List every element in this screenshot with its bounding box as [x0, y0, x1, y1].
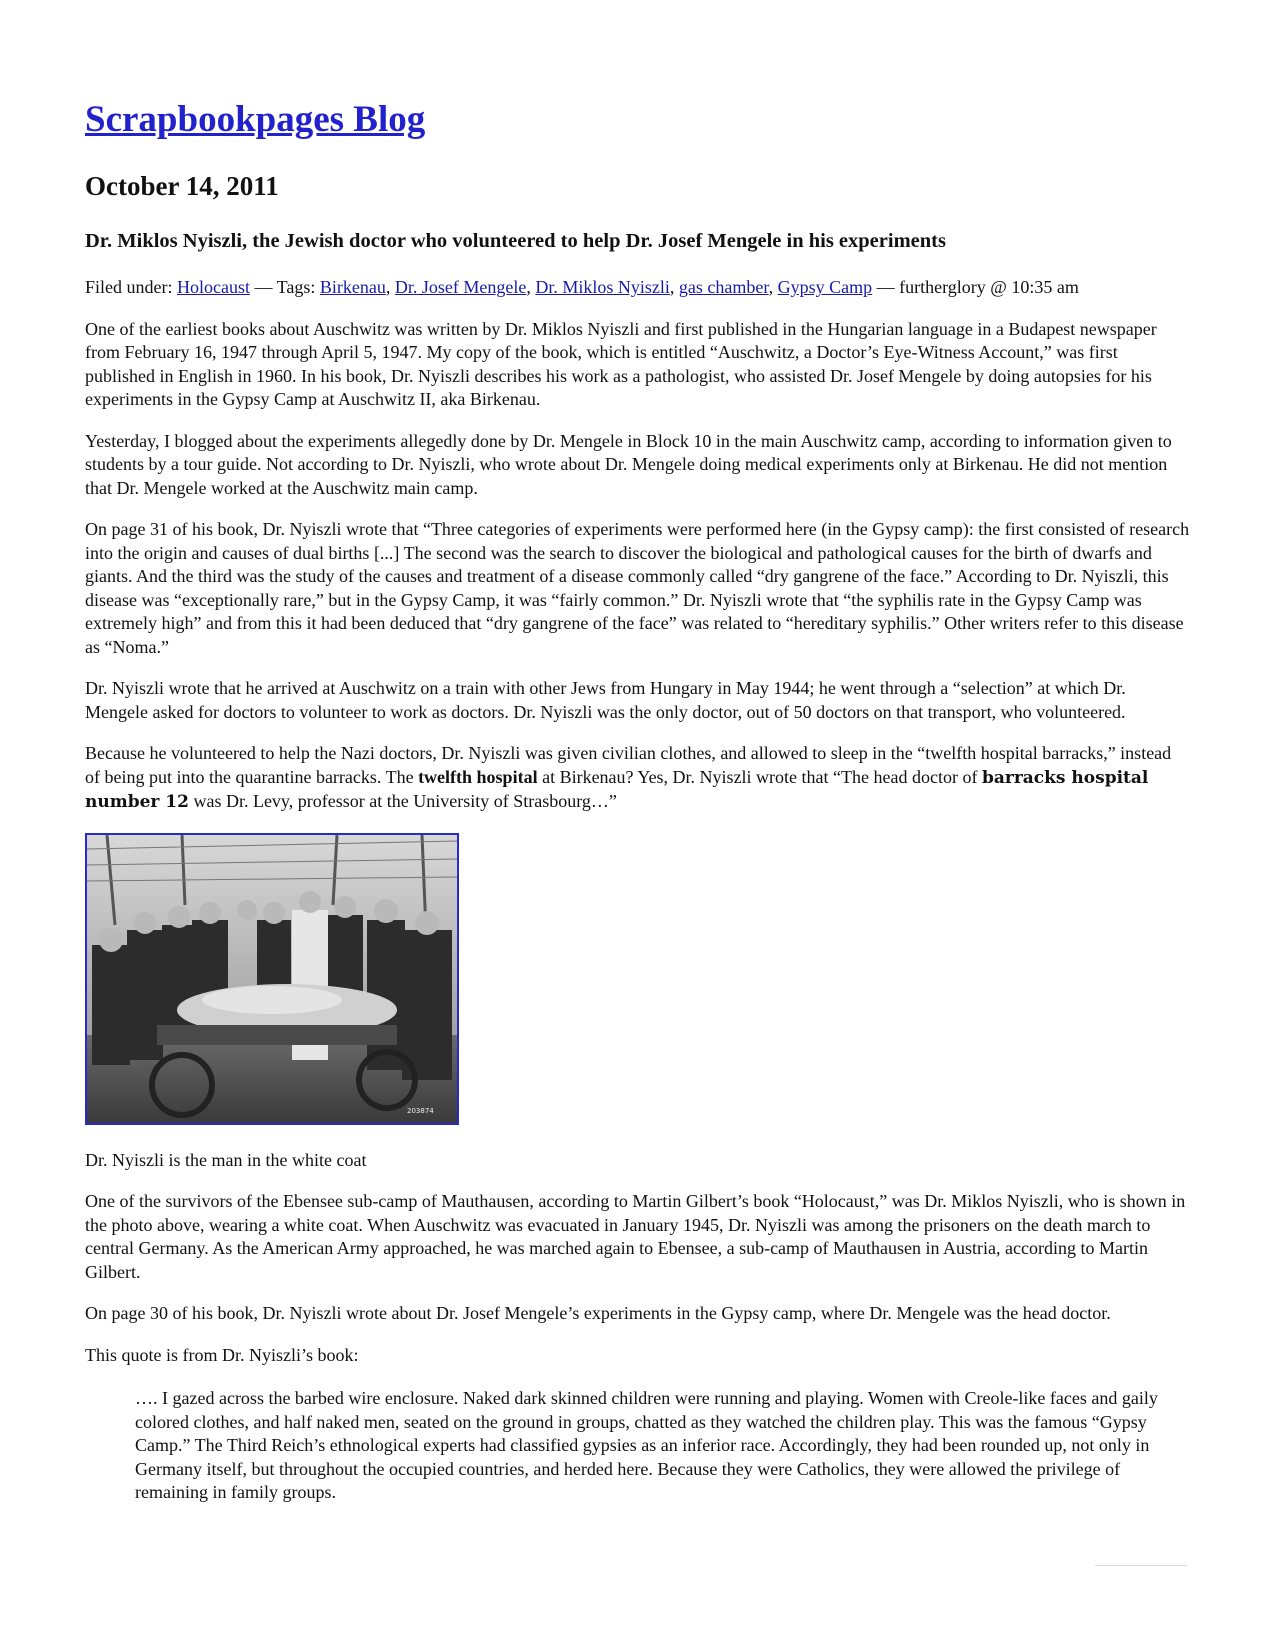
- paragraph-1: One of the earliest books about Auschwitz was written by Dr. Miklos Nyiszli and first published in the Hungarian language in a Budapest newspaper from February 16, 1947 through April 5, 1947. My copy of the book, which is entitled “Auschwitz, a Doctor’s Eye-Witness Account,” was first published in English in 1960. In his book, Dr. Nyiszli describes his work as a pathologist, who assisted Dr. Josef Mengele by doing autopsies for his experiments in the Gypsy Camp at Auschwitz II, aka Birkenau.: [85, 318, 1157, 410]
- paragraph-5-part-d: was Dr. Levy, professor at the University of Strasbourg…”: [188, 791, 617, 812]
- paragraph-3: On page 31 of his book, Dr. Nyiszli wrote that “Three categories of experiments were performed here (in the Gypsy camp): the first consisted of research into the origin and causes of dual births [...] The second was the search to discover the biological and pathological causes for the birth of dwarfs and giants. And the third was the study of the causes and treatment of a disease commonly called “dry gangrene of the face.” According to Dr. Nyiszli, this disease was “exceptionally rare,” but in the Gypsy Camp, it was “fairly common.” Dr. Nyiszli wrote that “the syphilis rate in the Gypsy Camp was extremely high” and from this it had been deduced that “dry gangrene of the face” was related to “hereditary syphilis.” Other writers refer to this disease as “Noma.”: [85, 519, 1190, 657]
- category-link-holocaust[interactable]: Holocaust: [177, 277, 250, 298]
- tag-link-josef-mengele[interactable]: Dr. Josef Mengele: [394, 277, 527, 298]
- author-time: — furtherglory @ 10:35 am: [872, 277, 1079, 298]
- tag-separator: ,: [385, 277, 395, 298]
- bold-barracks-hospital: barracks hospital number 12: [85, 767, 1149, 813]
- page-edge-divider: [1095, 1565, 1187, 1576]
- paragraph-8: This quote is from Dr. Nyiszli’s book:: [85, 1344, 359, 1365]
- paragraph-7: On page 30 of his book, Dr. Nyiszli wrote about Dr. Josef Mengele’s experiments in the Gypsy camp, where Dr. Mengele was the head doctor.: [85, 1303, 1111, 1324]
- book-quote: …. I gazed across the barbed wire enclosure. Naked dark skinned children were running and playing. Women with Creole-like faces and gaily colored clothes, and half naked men, seated on the ground in groups, chatted as they watched the children play. This was the famous “Gypsy Camp.” The Third Reich’s ethnological experts had classified gypsies as an inferior race. Accordingly, they had been rounded up, not only in Germany itself, but throughout the occupied countries, and herded here. Because they were Catholics, they were allowed the privilege of remaining in family groups.: [135, 1388, 1158, 1503]
- paragraph-5-part-c: at Birkenau? Yes, Dr. Nyiszli wrote that “The head doctor of: [537, 766, 982, 787]
- blog-title: [85, 98, 1190, 142]
- photo-stamp: 203874: [407, 1106, 434, 1115]
- tag-link-gypsy-camp[interactable]: Gypsy Camp: [777, 277, 873, 298]
- historical-photo-icon: [87, 835, 457, 1123]
- paragraph-5: [85, 742, 1190, 815]
- tag-link-birkenau[interactable]: Birkenau: [319, 277, 386, 298]
- post-meta: [85, 276, 1190, 299]
- tag-separator: ,: [768, 277, 778, 298]
- blog-page: [85, 98, 1190, 1505]
- tag-separator: ,: [669, 277, 679, 298]
- bold-twelfth-hospital: twelfth hospital: [418, 766, 538, 787]
- post-title: Dr. Miklos Nyiszli, the Jewish doctor who volunteered to help Dr. Josef Mengele in his experiments: [85, 229, 946, 252]
- paragraph-2: Yesterday, I blogged about the experiments allegedly done by Dr. Mengele in Block 10 in the main Auschwitz camp, according to information given to students by a tour guide. Not according to Dr. Nyiszli, who wrote about Dr. Mengele doing medical experiments only at Birkenau. He did not mention that Dr. Mengele worked at the Auschwitz main camp.: [85, 430, 1172, 498]
- paragraph-6: One of the survivors of the Ebensee sub-camp of Mauthausen, according to Martin Gilbert’s book “Holocaust,” was Dr. Miklos Nyiszli, who is shown in the photo above, wearing a white coat. When Auschwitz was evacuated in January 1945, Dr. Nyiszli was among the prisoners on the death march to central Germany. As the American Army approached, he was marched again to Ebensee, a sub-camp of Mauthausen in Austria, according to Martin Gilbert.: [85, 1191, 1186, 1282]
- blog-title-link[interactable]: Scrapbookpages Blog: [85, 99, 426, 140]
- tag-link-gas-chamber[interactable]: gas chamber: [678, 277, 769, 298]
- paragraph-4: Dr. Nyiszli wrote that he arrived at Auschwitz on a train with other Jews from Hungary in May 1944; he went through a “selection” at which Dr. Mengele asked for doctors to volunteer to work as doctors. Dr. Nyiszli was the only doctor, out of 50 doctors on that transport, who volunteered.: [85, 678, 1126, 722]
- paragraph-5-part-a: Because he volunteered to help the Nazi doctors, Dr. Nyiszli was given civilian clothes, and allowed to sleep in the “twelfth hospital barracks,” instead of being put into the quarantine barracks. The: [85, 743, 1172, 787]
- tag-separator: ,: [526, 277, 536, 298]
- post-date: October 14, 2011: [85, 171, 279, 202]
- tags-label: — Tags:: [249, 277, 320, 298]
- tag-link-miklos-nyiszli[interactable]: Dr. Miklos Nyiszli: [535, 277, 670, 298]
- historical-photo[interactable]: [85, 833, 459, 1125]
- filed-under-label: Filed under:: [85, 277, 177, 298]
- photo-caption: Dr. Nyiszli is the man in the white coat: [85, 1149, 367, 1170]
